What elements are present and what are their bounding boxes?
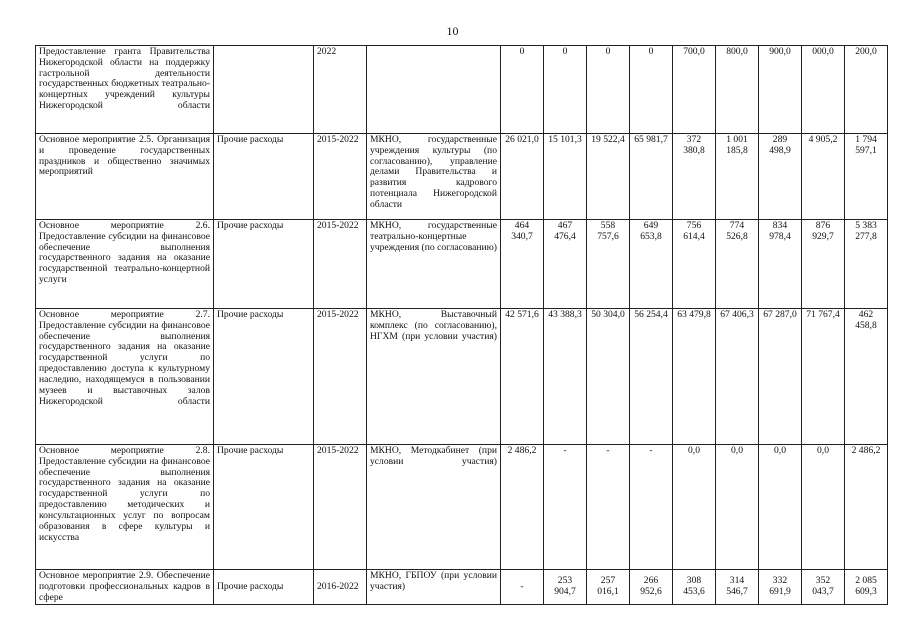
responsible: МКНО, Выставочный комплекс (по согласованию), НГХМ (при условии участия) bbox=[367, 309, 501, 445]
table-row bbox=[36, 445, 888, 570]
activity-name: Основное мероприятие 2.5. Организация и проведение государственных праздников и общественно значимых мероприятий bbox=[36, 134, 214, 220]
value-cell: 63 479,8 bbox=[673, 309, 716, 445]
value-cell: 800,0 bbox=[716, 46, 759, 134]
funding-source: Прочие расходы bbox=[214, 220, 314, 309]
value-cell: 314 546,7 bbox=[716, 570, 759, 605]
value-cell: 200,0 bbox=[845, 46, 888, 134]
value-cell: 2 486,2 bbox=[501, 445, 544, 570]
value-cell: 000,0 bbox=[802, 46, 845, 134]
value-cell: 0 bbox=[544, 46, 587, 134]
responsible: МКНО, ГБПОУ (при условии участия) bbox=[367, 570, 501, 605]
responsible bbox=[367, 46, 501, 134]
value-cell: 0 bbox=[587, 46, 630, 134]
table-row bbox=[36, 134, 888, 220]
responsible: МКНО, Методкабинет (при условии участия) bbox=[367, 445, 501, 570]
value-cell: 464 340,7 bbox=[501, 220, 544, 309]
responsible: МКНО, государственные учреждения культуры (по согласованию), управление делами Правительства и развития кадрового потенциала Нижегородской области bbox=[367, 134, 501, 220]
period: 2022 bbox=[314, 46, 367, 134]
value-cell: 308 453,6 bbox=[673, 570, 716, 605]
value-cell: 332 691,9 bbox=[759, 570, 802, 605]
funding-source: Прочие расходы bbox=[214, 309, 314, 445]
value-cell: - bbox=[630, 445, 673, 570]
activity-name: Основное мероприятие 2.9. Обеспечение подготовки профессиональных кадров в сфере bbox=[36, 570, 214, 605]
value-cell: 372 380,8 bbox=[673, 134, 716, 220]
table-row bbox=[36, 309, 888, 445]
value-cell: 26 021,0 bbox=[501, 134, 544, 220]
value-cell: - bbox=[544, 445, 587, 570]
value-cell: 42 571,6 bbox=[501, 309, 544, 445]
value-cell: 257 016,1 bbox=[587, 570, 630, 605]
value-cell: 876 929,7 bbox=[802, 220, 845, 309]
funding-source: Прочие расходы bbox=[214, 570, 314, 605]
value-cell: 756 614,4 bbox=[673, 220, 716, 309]
value-cell: 289 498,9 bbox=[759, 134, 802, 220]
value-cell: 67 287,0 bbox=[759, 309, 802, 445]
period: 2015-2022 bbox=[314, 309, 367, 445]
funding-source: Прочие расходы bbox=[214, 445, 314, 570]
value-cell: 700,0 bbox=[673, 46, 716, 134]
table-row bbox=[36, 570, 888, 605]
period: 2016-2022 bbox=[314, 570, 367, 605]
value-cell: 2 085 609,3 bbox=[845, 570, 888, 605]
value-cell: 0,0 bbox=[716, 445, 759, 570]
value-cell: 834 978,4 bbox=[759, 220, 802, 309]
value-cell: 467 476,4 bbox=[544, 220, 587, 309]
funding-source: Прочие расходы bbox=[214, 134, 314, 220]
value-cell: 15 101,3 bbox=[544, 134, 587, 220]
value-cell: - bbox=[501, 570, 544, 605]
value-cell: 0 bbox=[630, 46, 673, 134]
value-cell: 558 757,6 bbox=[587, 220, 630, 309]
value-cell: 0,0 bbox=[802, 445, 845, 570]
table-row bbox=[36, 46, 888, 134]
value-cell: 5 383 277,8 bbox=[845, 220, 888, 309]
value-cell: 43 388,3 bbox=[544, 309, 587, 445]
value-cell: 4 905,2 bbox=[802, 134, 845, 220]
value-cell: 1 001 185,8 bbox=[716, 134, 759, 220]
activity-name: Предоставление гранта Правительства Нижегородской области на поддержку гастрольной деятельности государственных бюджетных театрально-концертных учреждений культуры Нижегородской области bbox=[36, 46, 214, 134]
period: 2015-2022 bbox=[314, 220, 367, 309]
activity-name: Основное мероприятие 2.7. Предоставление субсидии на финансовое обеспечение выполнения государственного задания на оказание государственной услуги по предоставлению доступа к культурному наследию, находящемуся в пользовании музеев и выставочных залов Нижегородской области bbox=[36, 309, 214, 445]
value-cell: 253 904,7 bbox=[544, 570, 587, 605]
value-cell: 1 794 597,1 bbox=[845, 134, 888, 220]
period: 2015-2022 bbox=[314, 445, 367, 570]
value-cell: 352 043,7 bbox=[802, 570, 845, 605]
page-number: 10 bbox=[446, 24, 459, 38]
activity-name: Основное мероприятие 2.8. Предоставление субсидии на финансовое обеспечение выполнения государственного задания на оказание государственной услуги по предоставлению методических и консультационных услуг по вопросам образования в сфере культуры и искусства bbox=[36, 445, 214, 570]
value-cell: 900,0 bbox=[759, 46, 802, 134]
value-cell: 0,0 bbox=[673, 445, 716, 570]
activity-name: Основное мероприятие 2.6. Предоставление субсидии на финансовое обеспечение выполнения государственного задания на оказание государственной театрально-концертной услуги bbox=[36, 220, 214, 309]
table-row bbox=[36, 220, 888, 309]
value-cell: 0,0 bbox=[759, 445, 802, 570]
value-cell: 774 526,8 bbox=[716, 220, 759, 309]
value-cell: 19 522,4 bbox=[587, 134, 630, 220]
budget-table bbox=[35, 45, 888, 605]
value-cell: 56 254,4 bbox=[630, 309, 673, 445]
value-cell: 462 458,8 bbox=[845, 309, 888, 445]
value-cell: 266 952,6 bbox=[630, 570, 673, 605]
value-cell: 0 bbox=[501, 46, 544, 134]
value-cell: 50 304,0 bbox=[587, 309, 630, 445]
value-cell: 67 406,3 bbox=[716, 309, 759, 445]
responsible: МКНО, государственные театрально-концертные учреждения (по согласованию) bbox=[367, 220, 501, 309]
value-cell: 71 767,4 bbox=[802, 309, 845, 445]
period: 2015-2022 bbox=[314, 134, 367, 220]
value-cell: 2 486,2 bbox=[845, 445, 888, 570]
funding-source bbox=[214, 46, 314, 134]
value-cell: - bbox=[587, 445, 630, 570]
value-cell: 65 981,7 bbox=[630, 134, 673, 220]
value-cell: 649 653,8 bbox=[630, 220, 673, 309]
